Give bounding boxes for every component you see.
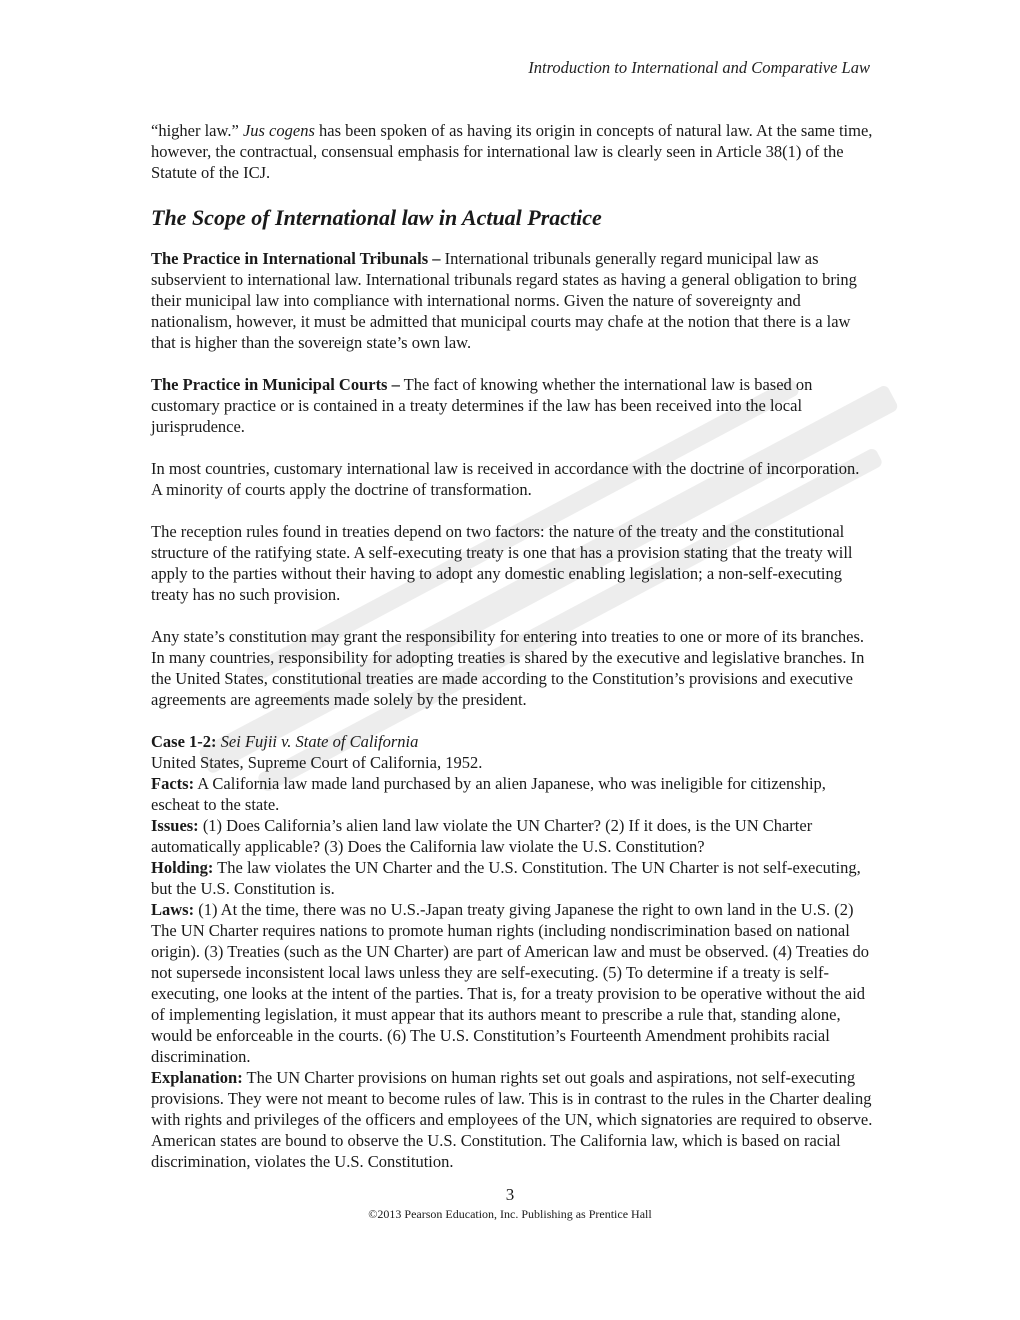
section-title: The Scope of International law in Actual Practice xyxy=(151,205,602,230)
case-holding xyxy=(151,857,873,899)
case-name: Sei Fujii v. State of California xyxy=(216,732,419,751)
intro-paragraph xyxy=(151,120,873,183)
municipal-heading: The Practice in Municipal Courts – xyxy=(151,375,400,394)
case-explanation xyxy=(151,1067,873,1172)
laws-label: Laws: xyxy=(151,900,195,919)
facts-text: A California law made land purchased by an alien Japanese, who was ineligible for citizenship, escheat to the state. xyxy=(151,774,826,814)
case-title-line xyxy=(151,731,873,752)
holding-text: The law violates the UN Charter and the U.S. Constitution. The UN Charter is not self-executing, but the U.S. Constitution is. xyxy=(151,858,861,898)
case-laws xyxy=(151,899,873,1067)
laws-text: (1) At the time, there was no U.S.-Japan treaty giving Japanese the right to own land in the U.S. (2) The UN Charter requires nations to promote human rights (including nondiscrimination based on national origin). (3) Treaties (such as the UN Charter) are part of American law and must be observed. (4) Treaties do not supersede inconsistent local laws unless they are self-executing. (5) To determine if a treaty is self-executing, one looks at the intent of the parties. That is, for a treaty provision to be operative without the aid of implementing legislation, it must appear that its authors meant to prescribe a rule that, standing alone, would be enforceable in the courts. (6) The U.S. Constitution’s Fourteenth Amendment prohibits racial discrimination. xyxy=(151,900,870,1066)
case-block xyxy=(151,731,873,1172)
explanation-label: Explanation: xyxy=(151,1068,243,1087)
running-header: Introduction to International and Comparative Law xyxy=(528,58,870,77)
facts-label: Facts: xyxy=(151,774,195,793)
issues-label: Issues: xyxy=(151,816,199,835)
tribunals-paragraph xyxy=(151,248,873,353)
explanation-text: The UN Charter provisions on human rights set out goals and aspirations, not self-executing provisions. They were not meant to become rules of law. This is in contrast to the rules in the Charter dealing with rights and privileges of the officers and employees of the UN, which signatories are required to observe. American states are bound to observe the U.S. Constitution. The California law, which is based on racial discrimination, violates the U.S. Constitution. xyxy=(151,1068,873,1171)
tribunals-heading: The Practice in International Tribunals – xyxy=(151,249,441,268)
constitution-paragraph: Any state’s constitution may grant the responsibility for entering into treaties to one or more of its branches. In many countries, responsibility for adopting treaties is shared by the executive and legislative branches. In the United States, constitutional treaties are made according to the Constitution’s provisions and executive agreements are agreements made solely by the president. xyxy=(151,627,865,709)
municipal-paragraph xyxy=(151,374,873,437)
page-number: 3 xyxy=(505,1185,515,1204)
case-issues xyxy=(151,815,873,857)
municipal-text: The fact of knowing whether the international law is based on customary practice or is contained in a treaty determines if the law has been received into the local jurisprudence. xyxy=(151,375,813,436)
holding-label: Holding: xyxy=(151,858,214,877)
case-court: United States, Supreme Court of California, 1952. xyxy=(151,753,483,772)
customary-paragraph: In most countries, customary international law is received in accordance with the doctrine of incorporation. A minority of courts apply the doctrine of transformation. xyxy=(151,459,860,499)
issues-text: (1) Does California’s alien land law violate the UN Charter? (2) If it does, is the UN Charter automatically applicable? (3) Does the California law violate the U.S. Constitution? xyxy=(151,816,813,856)
main-content xyxy=(151,120,873,1172)
intro-italic-term: Jus cogens xyxy=(242,121,315,140)
intro-text-start: “higher law.” xyxy=(151,121,243,140)
reception-paragraph: The reception rules found in treaties depend on two factors: the nature of the treaty and the constitutional structure of the ratifying state. A self-executing treaty is one that has a provision stating that the treaty will apply to the parties without their having to adopt any domestic enabling legislation; a non-self-executing treaty has no such provision. xyxy=(151,522,853,604)
copyright-notice: ©2013 Pearson Education, Inc. Publishing as Prentice Hall xyxy=(368,1207,652,1221)
case-label: Case 1-2: xyxy=(151,732,217,751)
tribunals-text: International tribunals generally regard municipal law as subservient to international law. International tribunals regard states as having a general obligation to bring their municipal law into compliance with international norms. Given the nature of sovereignty and nationalism, however, it must be admitted that municipal courts may chafe at the notion that there is a law that is higher than the sovereign state’s own law. xyxy=(151,249,857,352)
case-facts xyxy=(151,773,873,815)
intro-text-end: has been spoken of as having its origin in concepts of natural law. At the same time, however, the contractual, consensual emphasis for international law is clearly seen in Article 38(1) of the Statute of the ICJ. xyxy=(151,121,873,182)
